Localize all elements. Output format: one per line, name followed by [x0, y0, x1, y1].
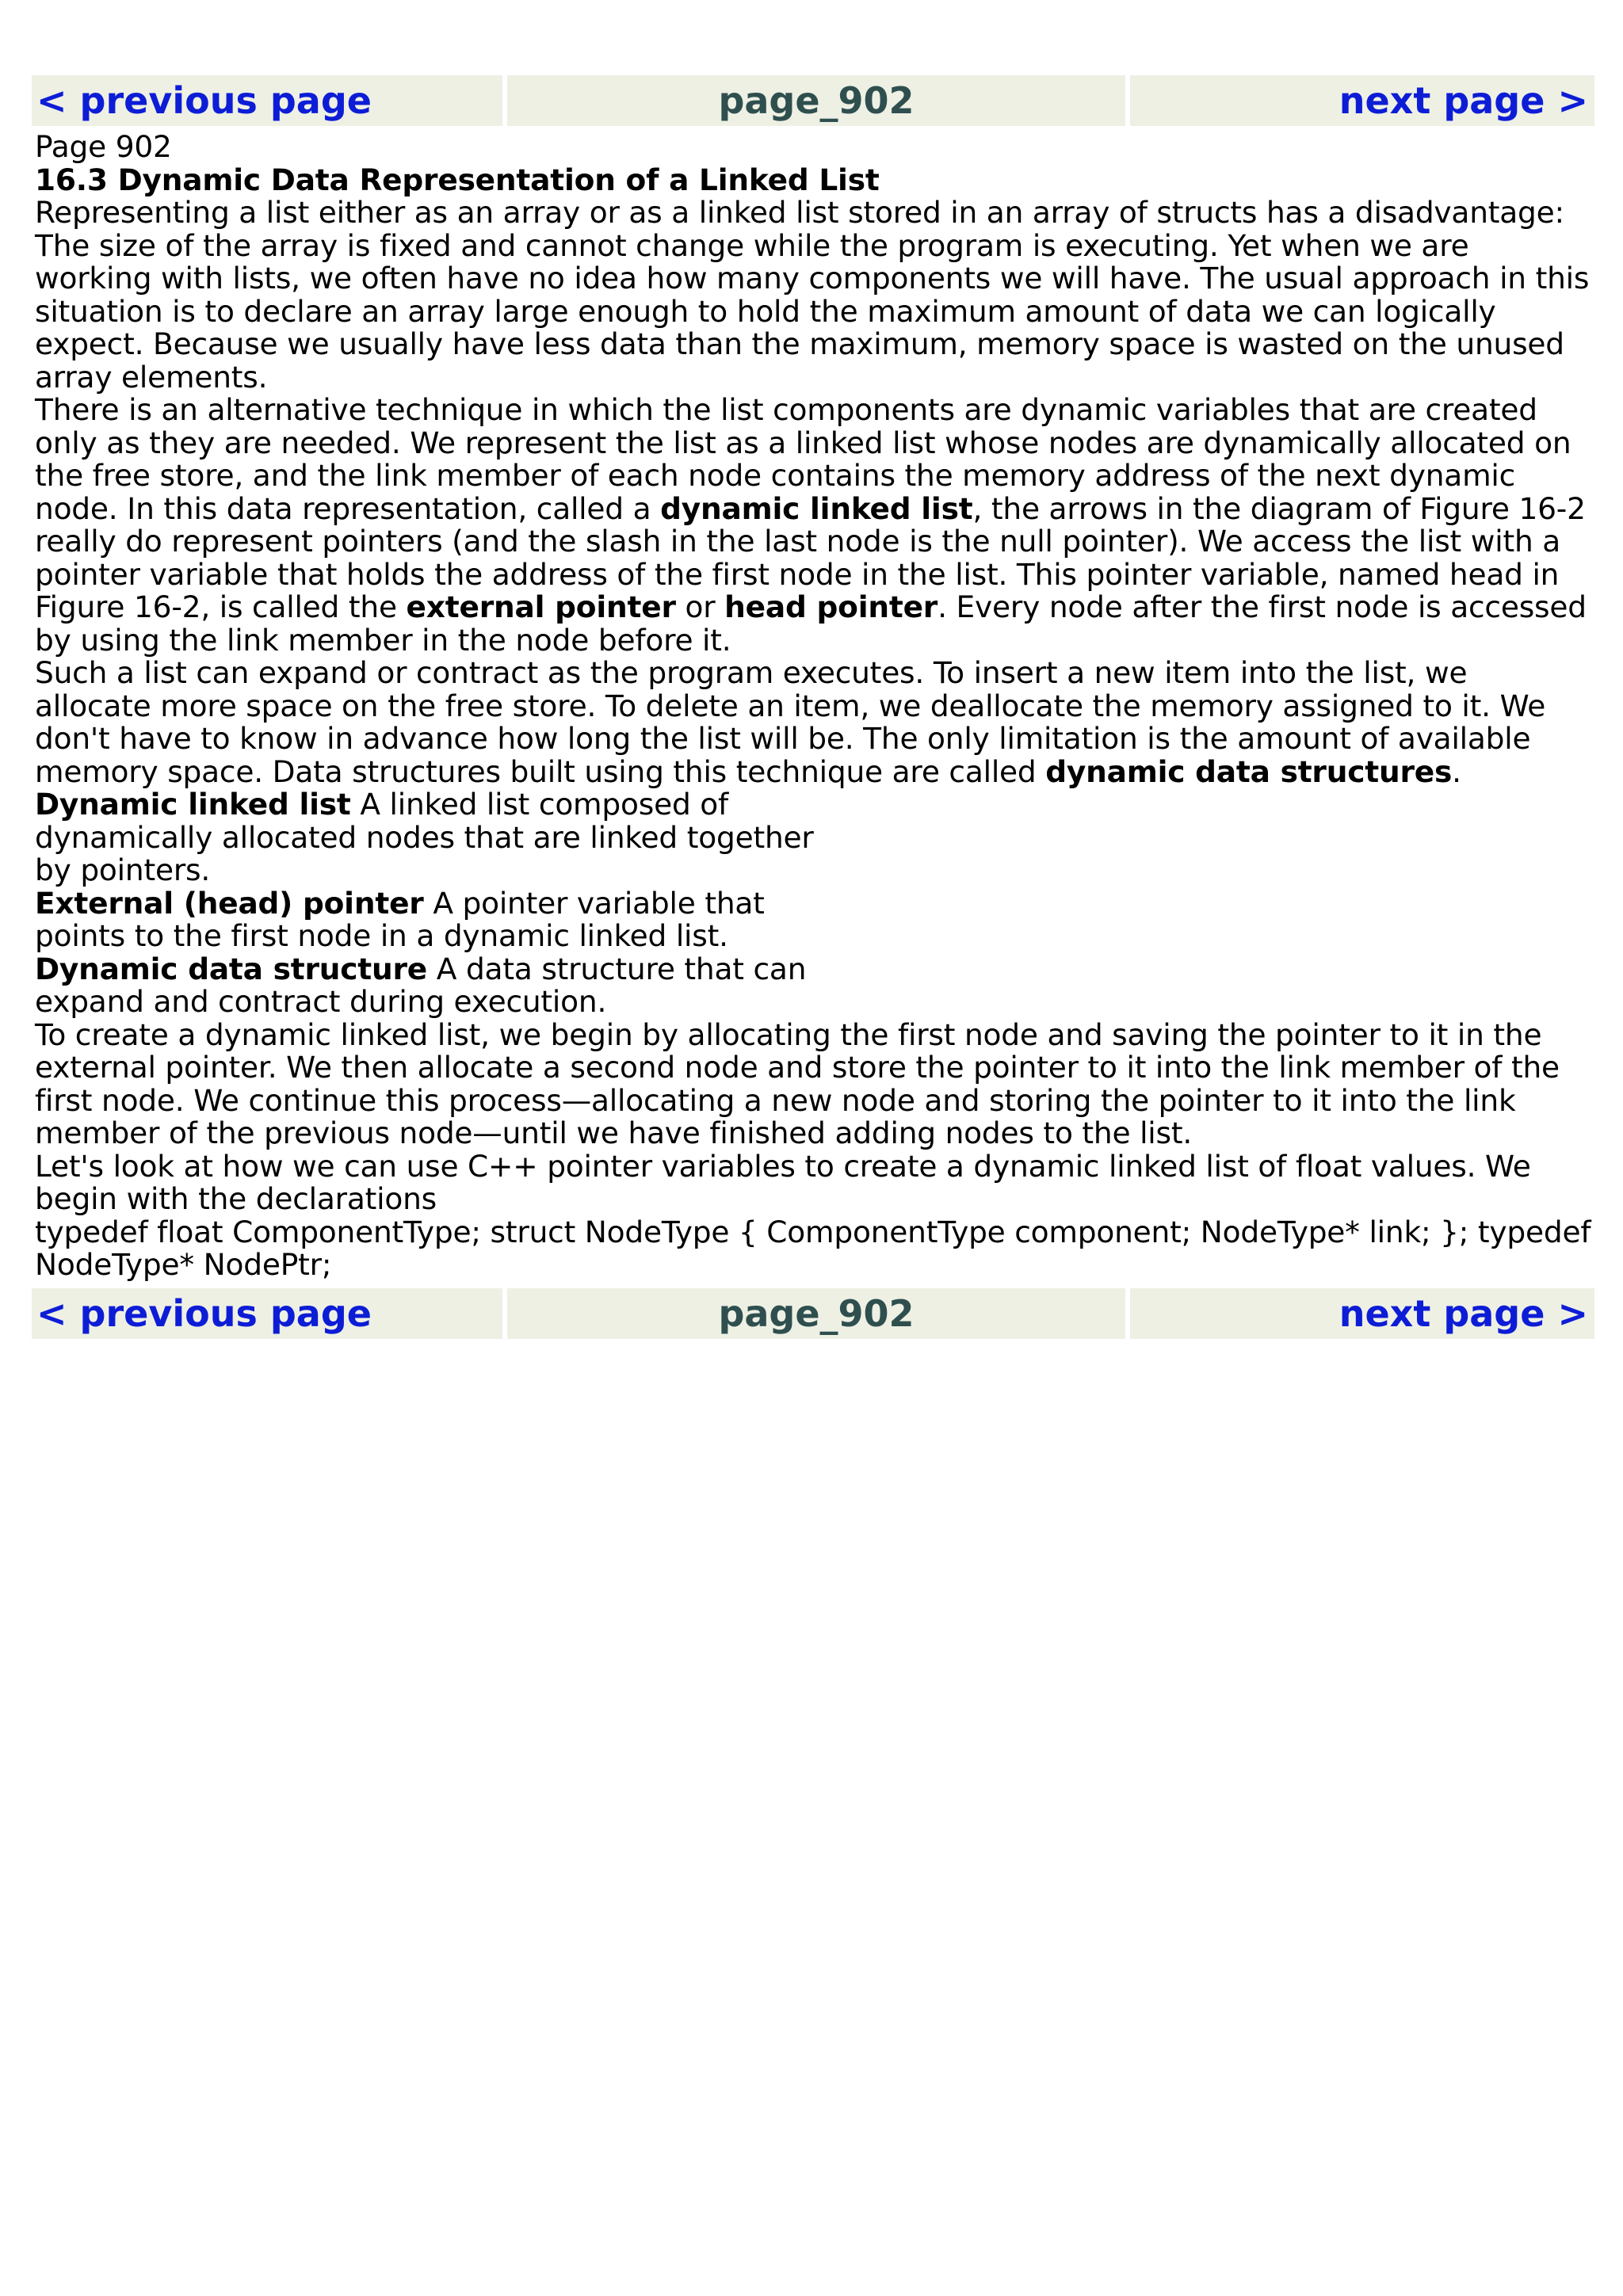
section-heading: 16.3 Dynamic Data Representation of a Linked List — [35, 162, 880, 197]
definition-term: Dynamic linked list — [35, 787, 351, 822]
paragraph-4: To create a dynamic linked list, we begin by allocating the first node and saving the pointer to it in the external pointer. We then allocate a second node and store the pointer to it into the link member of the first node. We continue this process—allocating a new node and storing the pointer to it into the link member of the previous node—until we have finished adding nodes to the list. — [35, 1016, 1560, 1150]
paragraph-2 — [35, 394, 1591, 657]
definition-dynamic-data-structure — [35, 953, 835, 1019]
page — [32, 75, 1594, 1339]
bottom-navigation-bar — [32, 1288, 1594, 1339]
term-dynamic-linked-list: dynamic linked list — [660, 490, 973, 526]
top-navigation-bar — [32, 75, 1594, 126]
paragraph-2-text-b: , the arrows in the diagram of Figure 16-2 really do represent pointers (and the slash in the last node is the null pointer). We access the list with a pointer variable that holds the address of the first node in the list. This pointer variable, named head in Figure 16-2, is called the — [35, 490, 1586, 624]
definition-text: A data structure that can expand and contract during execution. — [35, 951, 807, 1019]
code-declarations: typedef float ComponentType; struct NodeType { ComponentType component; NodeType* link; }; typedef NodeType* NodePtr; — [35, 1214, 1591, 1282]
page-identifier: page_902 — [507, 75, 1125, 126]
previous-page-link[interactable]: < previous page — [32, 1288, 502, 1339]
paragraph-2-text-c: or — [675, 589, 725, 624]
previous-page-link[interactable]: < previous page — [32, 75, 502, 126]
page-content — [32, 126, 1594, 1287]
page-identifier: page_902 — [507, 1288, 1125, 1339]
definition-text: A pointer variable that points to the first node in a dynamic linked list. — [35, 885, 765, 953]
page-label: Page 902 — [35, 129, 172, 164]
paragraph-3-text-a: Such a list can expand or contract as the program executes. To insert a new item into the list, we allocate more space on the free store. To delete an item, we deallocate the memory assigned to it. We don't have to know in advance how long the list will be. The only limitation is the amount of available memory space. Data structures built using this technique are called — [35, 655, 1546, 789]
term-dynamic-data-structures: dynamic data structures — [1045, 753, 1453, 789]
paragraph-5: Let's look at how we can use C++ pointer variables to create a dynamic linked list of float values. We begin with the declarations — [35, 1148, 1531, 1216]
definition-external-head-pointer — [35, 887, 835, 953]
paragraph-3 — [35, 657, 1591, 788]
definition-term: External (head) pointer — [35, 885, 424, 921]
paragraph-2-text-a: There is an alternative technique in which the list components are dynamic variables that are created only as they are needed. We represent the list as a linked list whose nodes are dynamically allocated on the free store, and the link member of each node contains the memory address of the next dynamic node. In this data representation, called a — [35, 392, 1571, 526]
paragraph-2-text-d: . Every node after the first node is accessed by using the link member in the node before it. — [35, 589, 1587, 658]
next-page-link[interactable]: next page > — [1130, 1288, 1594, 1339]
next-page-link[interactable]: next page > — [1130, 75, 1594, 126]
definition-term: Dynamic data structure — [35, 951, 428, 986]
definition-text: A linked list composed of dynamically allocated nodes that are linked together by pointers. — [35, 787, 814, 887]
definition-dynamic-linked-list — [35, 788, 835, 887]
term-head-pointer: head pointer — [724, 589, 938, 624]
term-external-pointer: external pointer — [406, 589, 676, 624]
paragraph-1: Representing a list either as an array or as a linked list stored in an array of structs has a disadvantage: The size of the array is fixed and cannot change while the program is executing. Yet when we are working with lists, we often have no idea how many components we will have. The usual approach in this situation is to declare an array large enough to hold the maximum amount of data we can logically expect. Because we usually have less data than the maximum, memory space is wasted on the unused array elements. — [35, 195, 1590, 395]
paragraph-3-text-b: . — [1452, 753, 1461, 789]
